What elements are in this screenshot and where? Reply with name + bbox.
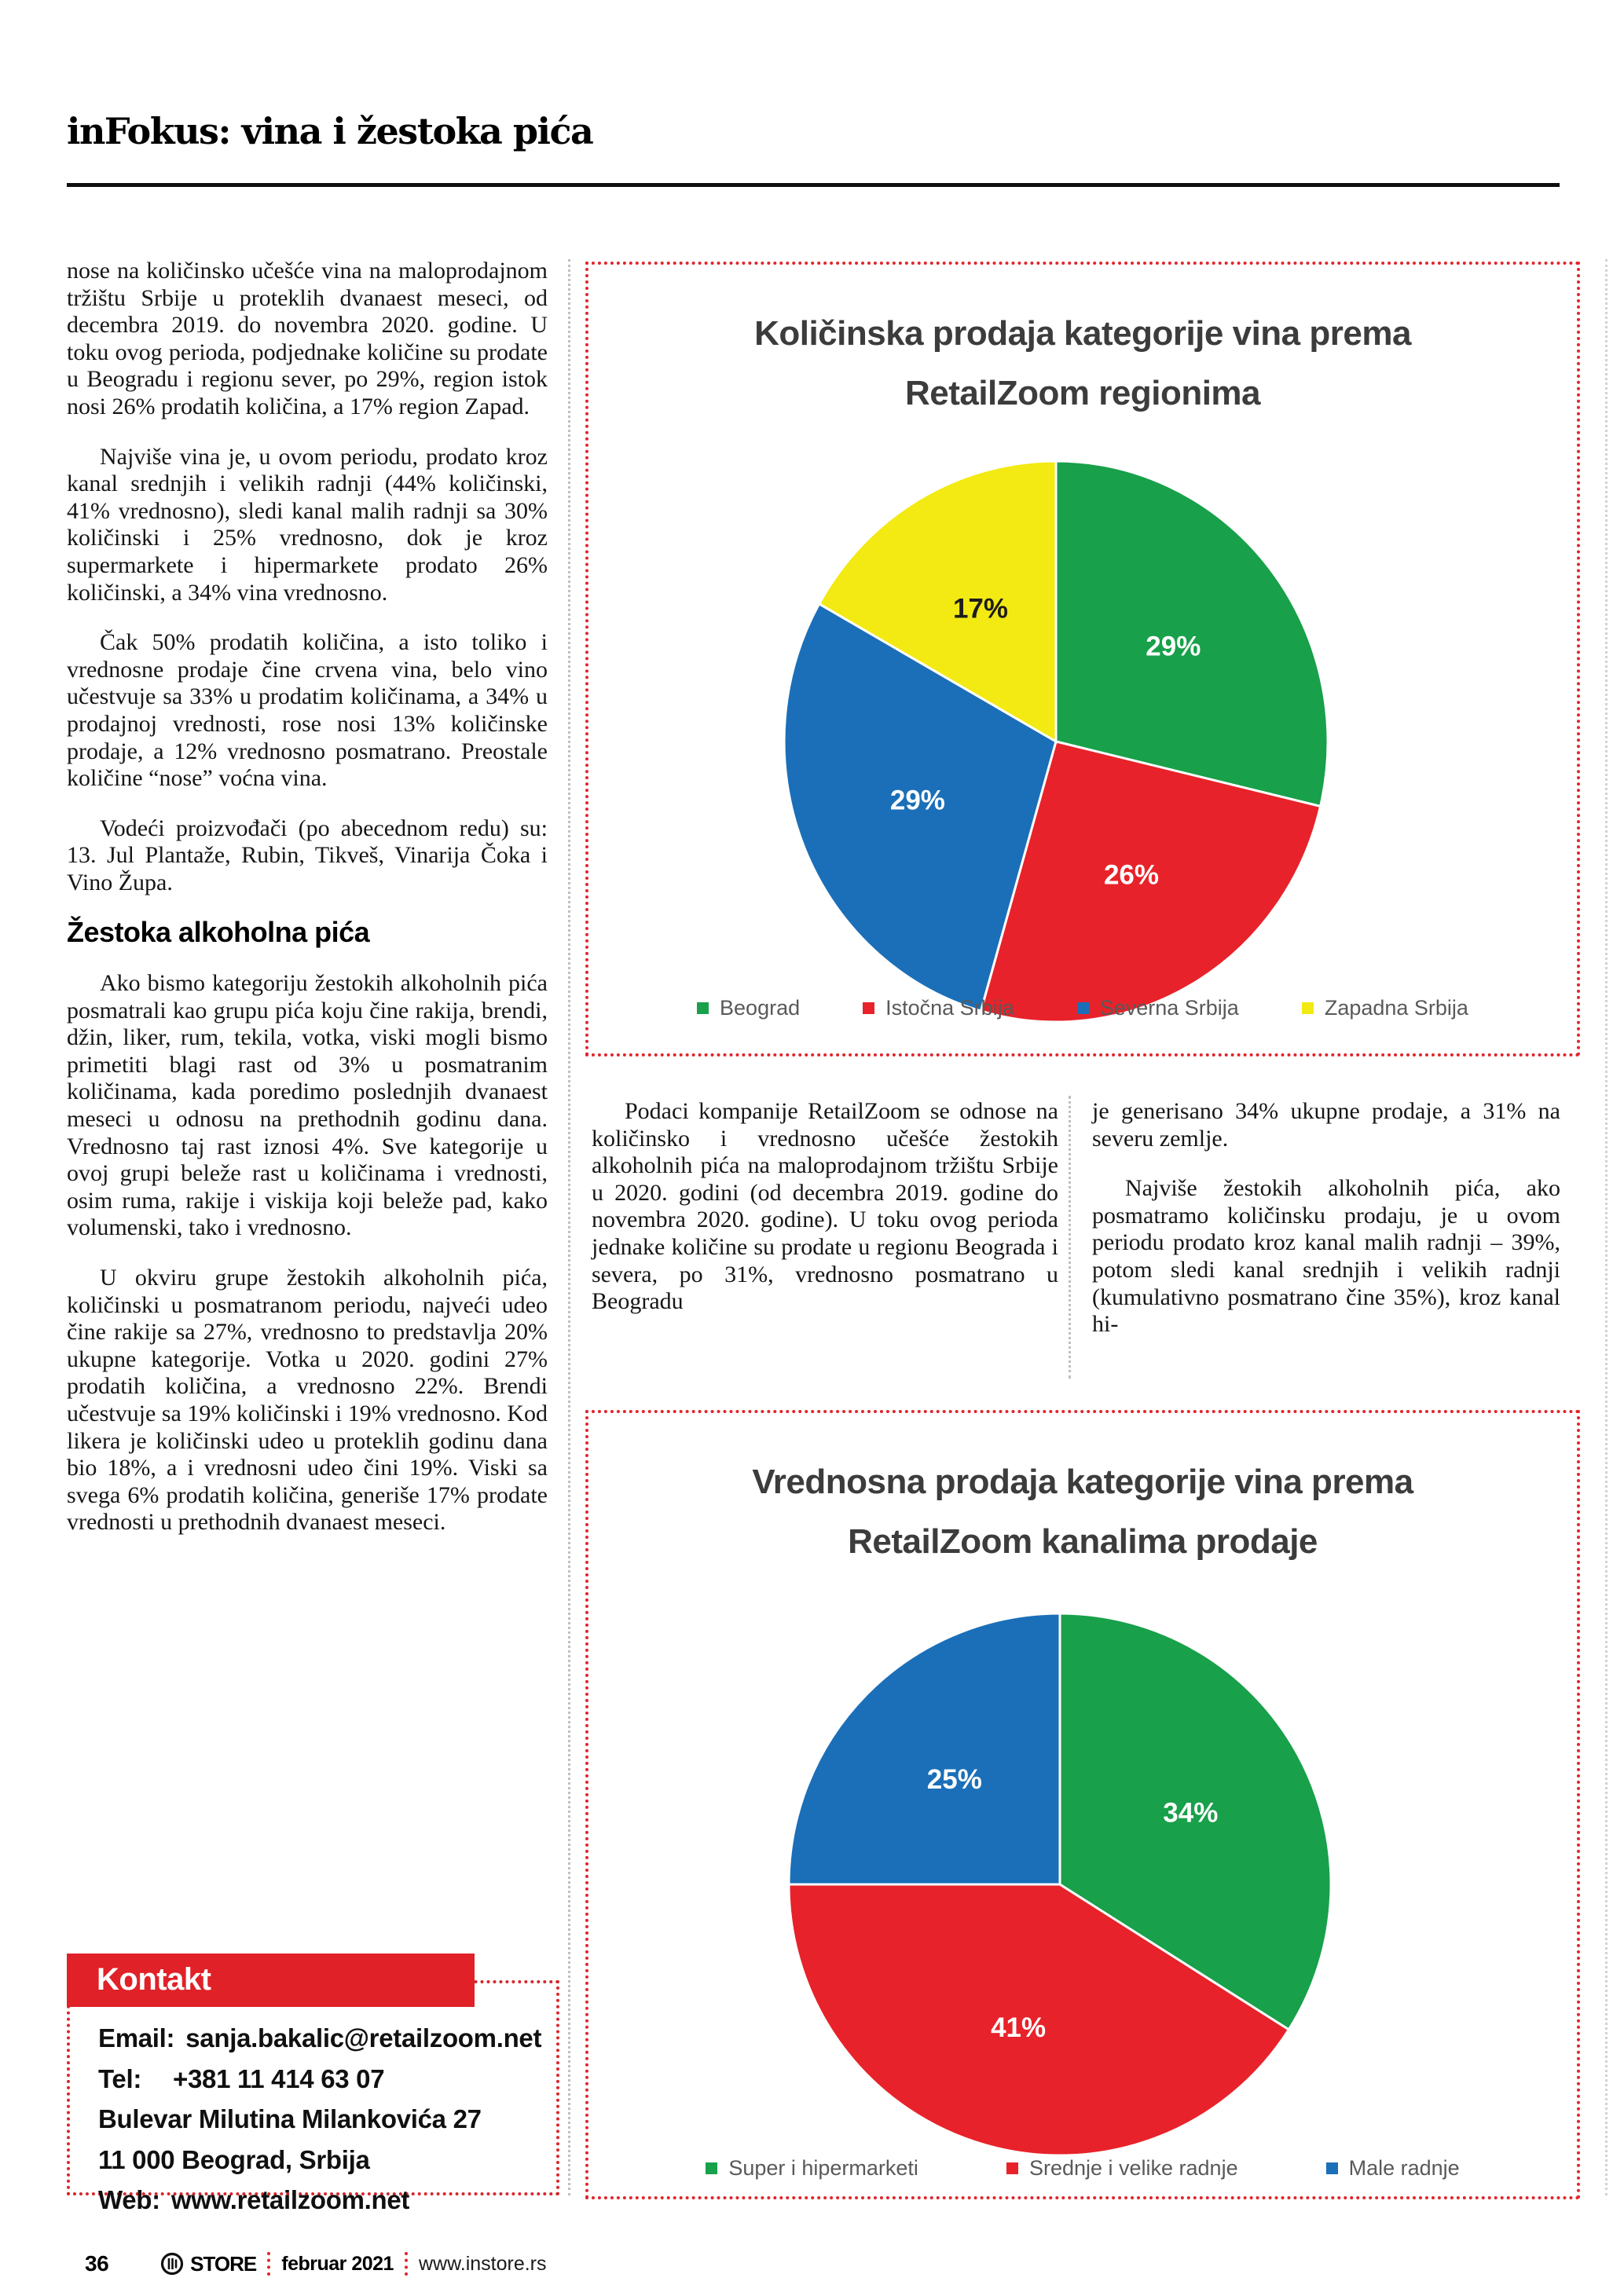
pie-slice-label: 25%: [926, 1763, 982, 1795]
email-label: Email:: [98, 2023, 175, 2052]
legend-item: [697, 996, 800, 1020]
instore-logo-icon: [160, 2252, 184, 2276]
page-footer: [85, 2247, 547, 2281]
paragraph: Vodeći proizvođači (po abecednom redu) su: 13. Jul Plantaže, Rubin, Tikveš, Vinarija Čoka i Vino Župa.: [67, 815, 548, 895]
pie-slice-2: [789, 1613, 1060, 1884]
contact-email-line: [98, 2018, 541, 2059]
legend-item: [1302, 996, 1468, 1020]
web-value: www.retailzoom.net: [170, 2185, 410, 2214]
legend-label: Super i hipermarketi: [728, 2156, 918, 2180]
contact-web-line: [98, 2180, 541, 2221]
brand-name: STORE: [190, 2251, 257, 2276]
contact-address-line1: Bulevar Milutina Milankovića 27: [98, 2104, 482, 2133]
legend-item: [1006, 2156, 1238, 2181]
legend-label: Severna Srbija: [1099, 996, 1239, 1020]
paragraph: Najviše žestokih alkoholnih pića, ako posmatramo količinsku prodaju, je u ovom periodu prodato kroz kanal malih radnji – 39%, potom sledi kanal srednjih i velikih radnji (kumulativno posmatrano čine 35%), kroz kanal hi-: [1092, 1175, 1560, 1338]
paragraph: Ako bismo kategoriju žestokih alkoholnih pića posmatrali kao grupu pića koju čine rakija, brendi, džin, liker, rum, tekila, votka, viski mogli bismo primetiti blagi rast od 3% u posmatranim količinama, kada poredimo poslednjih dvanaest meseci u odnosu na prethodnih godinu dana. Vrednosno taj rast iznosi 4%. Sve kategorije u ovoj grupi beleže rast u količinama i vrednosti, osim ruma, rakije i viskija koji beleže pad, kako volumenski, tako i vrednosno.: [67, 970, 548, 1241]
legend-swatch: [1077, 1002, 1089, 1014]
legend-label: Istočna Srbija: [885, 996, 1014, 1020]
chart-title-line2: RetailZoom kanalima prodaje: [848, 1522, 1318, 1561]
pie-slice-label: 29%: [1146, 631, 1201, 662]
legend-item: [1077, 996, 1239, 1020]
pie-chart: [588, 265, 1577, 1053]
issue-date: februar 2021: [281, 2252, 394, 2275]
email-value: sanja.bakalic@retailzoom.net: [185, 2023, 542, 2052]
chart-legend: [588, 996, 1577, 1020]
right-column: [1092, 1098, 1560, 1361]
legend-label: Zapadna Srbija: [1324, 996, 1468, 1020]
pie-chart: [588, 1413, 1577, 2196]
section-subhead: Žestoka alkoholna pića: [67, 916, 370, 949]
chart-value-wine-by-channel: [585, 1410, 1580, 2199]
paragraph: U okviru grupe žestokih alkoholnih pića, količinski u posmatranom periodu, najveći udeo čine rakije sa 27%, vrednosno to predstavlja 20% ukupne kategorije. Votka u 2020. godini 27% prodatih količina, a vrednosno 22%. Brendi učestvuje sa 19% količinski i 19% vrednosno. Kod likera je količinski udeo u proteklih godinu dana bio 18%, a i vrednosni udeo čini 19%. Viski sa svega 6% prodatih količina, generiše 17% prodate vrednosti u prethodnih dvanaest meseci.: [67, 1265, 548, 1536]
page-number: 36: [85, 2251, 109, 2276]
chart-title-line1: Vrednosna prodaja kategorije vina prema: [752, 1463, 1413, 1501]
footer-separator: [405, 2252, 408, 2276]
tel-label: Tel:: [98, 2063, 142, 2093]
legend-item: [1326, 2156, 1460, 2181]
contact-box-title: Kontakt: [67, 1954, 475, 2007]
legend-swatch: [1326, 2162, 1338, 2174]
contact-box: [67, 1962, 559, 2214]
legend-swatch: [706, 2162, 717, 2174]
column-separator: [1069, 1096, 1071, 1379]
pie-slice-label: 29%: [889, 785, 945, 816]
page-margin-guide: [1605, 259, 1608, 2195]
legend-item: [863, 996, 1014, 1020]
chart-title-line2: RetailZoom regionima: [904, 374, 1261, 412]
column-separator: [568, 259, 570, 2195]
chart-title-line1: Količinska prodaja kategorije vina prema: [754, 314, 1411, 353]
pie-slice-label: 26%: [1103, 859, 1160, 891]
web-label: Web:: [98, 2185, 160, 2214]
contact-details: [98, 2018, 541, 2221]
paragraph: je generisano 34% ukupne prodaje, a 31% na severu zemlje.: [1092, 1098, 1560, 1152]
tel-value: +381 11 414 63 07: [173, 2063, 385, 2093]
footer-separator: [267, 2252, 270, 2276]
legend-item: [706, 2156, 918, 2181]
left-column: [67, 258, 548, 1559]
website-url: www.instore.rs: [418, 2252, 547, 2275]
legend-swatch: [863, 1002, 874, 1014]
paragraph: nose na količinsko učešće vina na maloprodajnom tržištu Srbije u proteklih dvanaest meseci, od decembra 2019. do novembra 2020. godine. U toku ovog perioda, podjednake količine su prodate u Beogradu i regionu sever, po 29%, region istok nosi 26% prodatih količina, a 17% region Zapad.: [67, 258, 548, 419]
brand-group: [160, 2252, 256, 2276]
legend-label: Beograd: [720, 996, 801, 1020]
legend-swatch: [1006, 2162, 1018, 2174]
contact-tel-line: [98, 2059, 541, 2100]
chart-volume-wine-by-region: [585, 262, 1580, 1056]
pie-slice-label: 41%: [991, 2012, 1047, 2044]
paragraph: Čak 50% prodatih količina, a isto toliko i vrednosne prodaje čine crvena vina, belo vino učestvuje sa 33% u prodatim količinama, a 34% u prodajnoj vrednosti, rose nosi 13% količinske prodaje, a 12% vrednosno posmatrano. Preostale količine “nose” voćna vina.: [67, 629, 548, 792]
pie-slice-label: 34%: [1163, 1797, 1219, 1829]
contact-address-line2: 11 000 Beograd, Srbija: [98, 2144, 370, 2174]
chart-legend: [588, 2156, 1577, 2181]
paragraph: Podaci kompanije RetailZoom se odnose na količinsko i vrednosno učešće žestokih alkoholnih pića na maloprodajnom tržištu Srbije u 2020. godini (od decembra 2019. godine do novembra 2020. godine). U toku ovog perioda jednake količine su prodate u regionu Beograda i severa, po 31%, vrednosno posmatrano u Beogradu: [592, 1098, 1058, 1315]
legend-label: Srednje i velike radnje: [1028, 2156, 1238, 2180]
paragraph: Najviše vina je, u ovom periodu, prodato kroz kanal srednjih i velikih radnji (44% količinski, 41% vrednosno), sledi kanal malih radnji sa 30% količinski i 25% vrednosno, dok je kroz supermarkete i hipermarkete prodato 26% količinski, a 34% vina vrednosno.: [67, 443, 548, 606]
header-rule: [67, 183, 1560, 187]
page-title: inFokus: vina i žestoka pića: [67, 110, 593, 152]
legend-label: Male radnje: [1348, 2156, 1460, 2180]
middle-column: [592, 1098, 1058, 1338]
pie-slice-label: 17%: [952, 593, 1009, 624]
legend-swatch: [1302, 1002, 1314, 1014]
legend-swatch: [697, 1002, 709, 1014]
